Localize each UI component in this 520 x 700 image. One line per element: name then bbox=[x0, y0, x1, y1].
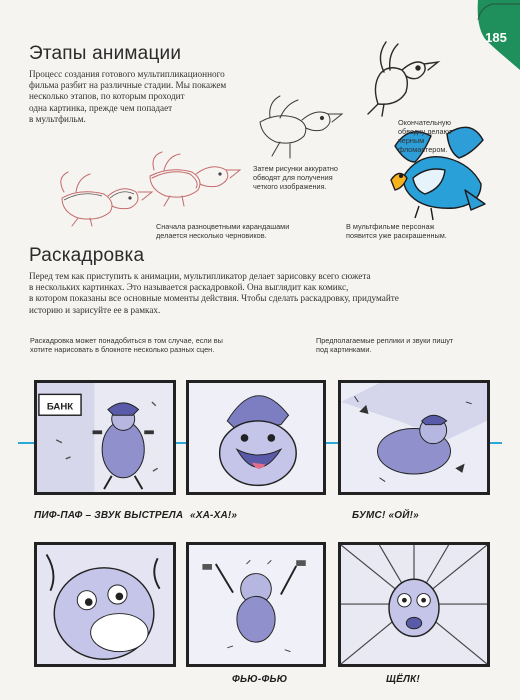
caption-line: Затем рисунки аккуратно bbox=[253, 164, 338, 173]
intro-line: Процесс создания готового мультипликационного bbox=[29, 69, 225, 79]
caption-rough-drafts bbox=[156, 222, 289, 240]
intro-line: в мультфильм. bbox=[29, 113, 86, 124]
caption-line: фломастером. bbox=[398, 145, 448, 154]
storyboard-paragraph bbox=[29, 271, 459, 316]
bird-sketch-rough-red-mixed bbox=[50, 168, 160, 228]
caption-line: четкого изображения. bbox=[253, 182, 327, 191]
note-left bbox=[30, 336, 223, 354]
body-line: историю и зарисуйте ее в рамках. bbox=[29, 304, 161, 315]
caption-line: черным bbox=[398, 136, 425, 145]
section-title-animation-stages: Этапы анимации bbox=[29, 43, 182, 64]
storyboard-panel-2 bbox=[186, 380, 326, 495]
caption-line: обводку делают bbox=[398, 127, 453, 136]
intro-paragraph bbox=[29, 69, 249, 125]
sfx-caption-5: ФЬЮ-ФЬЮ bbox=[232, 674, 288, 685]
intro-line: фильма разбит на различные стадии. Мы покажем bbox=[29, 80, 227, 91]
page-number-tab bbox=[472, 0, 520, 70]
sfx-caption-1: ПИФ-ПАФ – ЗВУК ВЫСТРЕЛА bbox=[34, 510, 184, 521]
caption-line: Сначала разноцветными карандашами bbox=[156, 222, 290, 231]
caption-line: появится уже раскрашенным. bbox=[346, 231, 447, 240]
note-right bbox=[316, 336, 453, 354]
caption-final-outline bbox=[398, 118, 452, 154]
bird-sketch-clean-lines bbox=[250, 92, 350, 162]
caption-line: Окончательную bbox=[398, 118, 452, 127]
caption-line: В мультфильме персонаж bbox=[346, 222, 435, 231]
note-line: Предполагаемые реплики и звуки пишут bbox=[316, 336, 454, 345]
caption-colored bbox=[346, 222, 447, 240]
storyboard-panel-3 bbox=[338, 380, 490, 495]
note-line: Раскадровка может понадобиться в том случае, если вы bbox=[30, 336, 223, 345]
caption-line: обводят для получения bbox=[253, 173, 333, 182]
bird-sketch-final-outline bbox=[358, 34, 448, 119]
section-title-storyboard: Раскадровка bbox=[29, 245, 145, 266]
storyboard-panel-1 bbox=[34, 380, 176, 495]
storyboard-panel-5 bbox=[186, 542, 326, 667]
caption-line: делается несколько черновиков. bbox=[156, 231, 267, 240]
bank-sign-text: БАНК bbox=[46, 401, 74, 413]
intro-line: несколько этапов, по которым проходит bbox=[29, 91, 185, 102]
storyboard-panel-6 bbox=[338, 542, 490, 667]
storyboard-panel-4 bbox=[34, 542, 176, 667]
body-line: в котором показаны все основные моменты действия. Чтобы сделать раскадровку, придумайте bbox=[29, 293, 399, 304]
note-line: под картинками. bbox=[316, 345, 372, 354]
note-line: хотите нарисовать в блокноте несколько разных сцен. bbox=[30, 345, 215, 354]
sfx-caption-3: БУМС! «ОЙ!» bbox=[352, 510, 419, 521]
caption-clean-up bbox=[253, 164, 338, 191]
intro-line: одна картинка, прежде чем попадает bbox=[29, 102, 173, 113]
body-line: в нескольких картинках. Это называется раскадровкой. Она выглядит как комикс, bbox=[29, 282, 349, 293]
sfx-caption-6: ЩЁЛК! bbox=[386, 674, 420, 685]
page-number: 185 bbox=[485, 30, 507, 45]
body-line: Перед тем как приступить к анимации, мультипликатор делает зарисовку всего сюжета bbox=[29, 271, 371, 281]
sfx-caption-2: «ХА-ХА!» bbox=[190, 510, 238, 521]
